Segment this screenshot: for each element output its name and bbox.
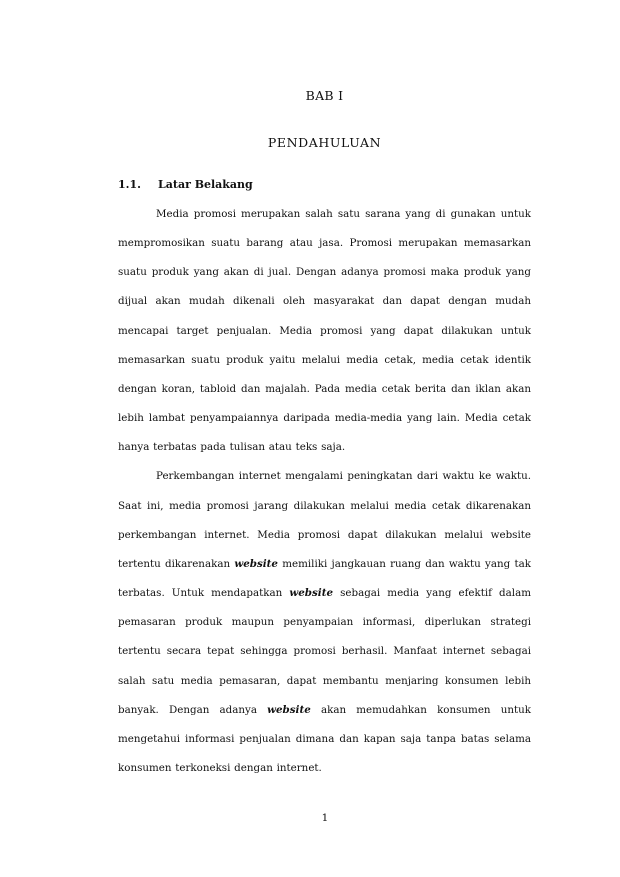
italic-term-website-2: website — [289, 587, 334, 600]
section-number: 1.1. — [118, 178, 141, 191]
section-title: Latar Belakang — [158, 178, 253, 191]
paragraph-2 — [118, 462, 531, 783]
section-heading — [118, 178, 253, 191]
body-text — [118, 200, 531, 783]
paragraph-2-part-3: sebagai media yang efektif dalam pemasaran produk maupun penyampaian informasi, diperlukan strategi tertentu secara tepat sehingga promosi berhasil. Manfaat internet sebagai salah satu media pemasaran, dapat membantu menjaring konsumen lebih banyak. Dengan adanya — [118, 587, 531, 716]
italic-term-website-3: website — [267, 703, 311, 716]
paragraph-2-part-4: akan memudahkan konsumen untuk mengetahui informasi penjualan dimana dan kapan saja tanpa batas selama konsumen terkoneksi dengan internet. — [118, 703, 531, 774]
paragraph-2-part-2: memiliki jangkauan ruang dan waktu yang tak terbatas. Untuk mendapatkan — [118, 557, 531, 600]
chapter-title: BAB I — [305, 88, 344, 103]
chapter-subtitle: PENDAHULUAN — [267, 135, 382, 150]
paragraph-1: Media promosi merupakan salah satu sarana yang di gunakan untuk mempromosikan suatu barang atau jasa. Promosi merupakan memasarkan suatu produk yang akan di jual. Dengan adanya promosi maka produk yang dijual akan mudah dikenali oleh masyarakat dan dapat dengan mudah mencapai target penjualan. Media promosi yang dapat dilakukan untuk memasarkan suatu produk yaitu melalui media cetak, media cetak identik dengan koran, tabloid dan majalah. Pada media cetak berita dan iklan akan lebih lambat penyampaiannya daripada media-media yang lain. Media cetak hanya terbatas pada tulisan atau teks saja. — [118, 208, 531, 454]
italic-term-website-1: website — [234, 557, 278, 570]
paragraph-2-part-1: Perkembangan internet mengalami peningkatan dari waktu ke waktu. Saat ini, media promosi jarang dilakukan melalui media cetak dikarenakan perkembangan internet. Media promosi dapat dilakukan melalui website tertentu dikarenakan — [118, 470, 531, 570]
page-number: 1 — [321, 812, 329, 824]
